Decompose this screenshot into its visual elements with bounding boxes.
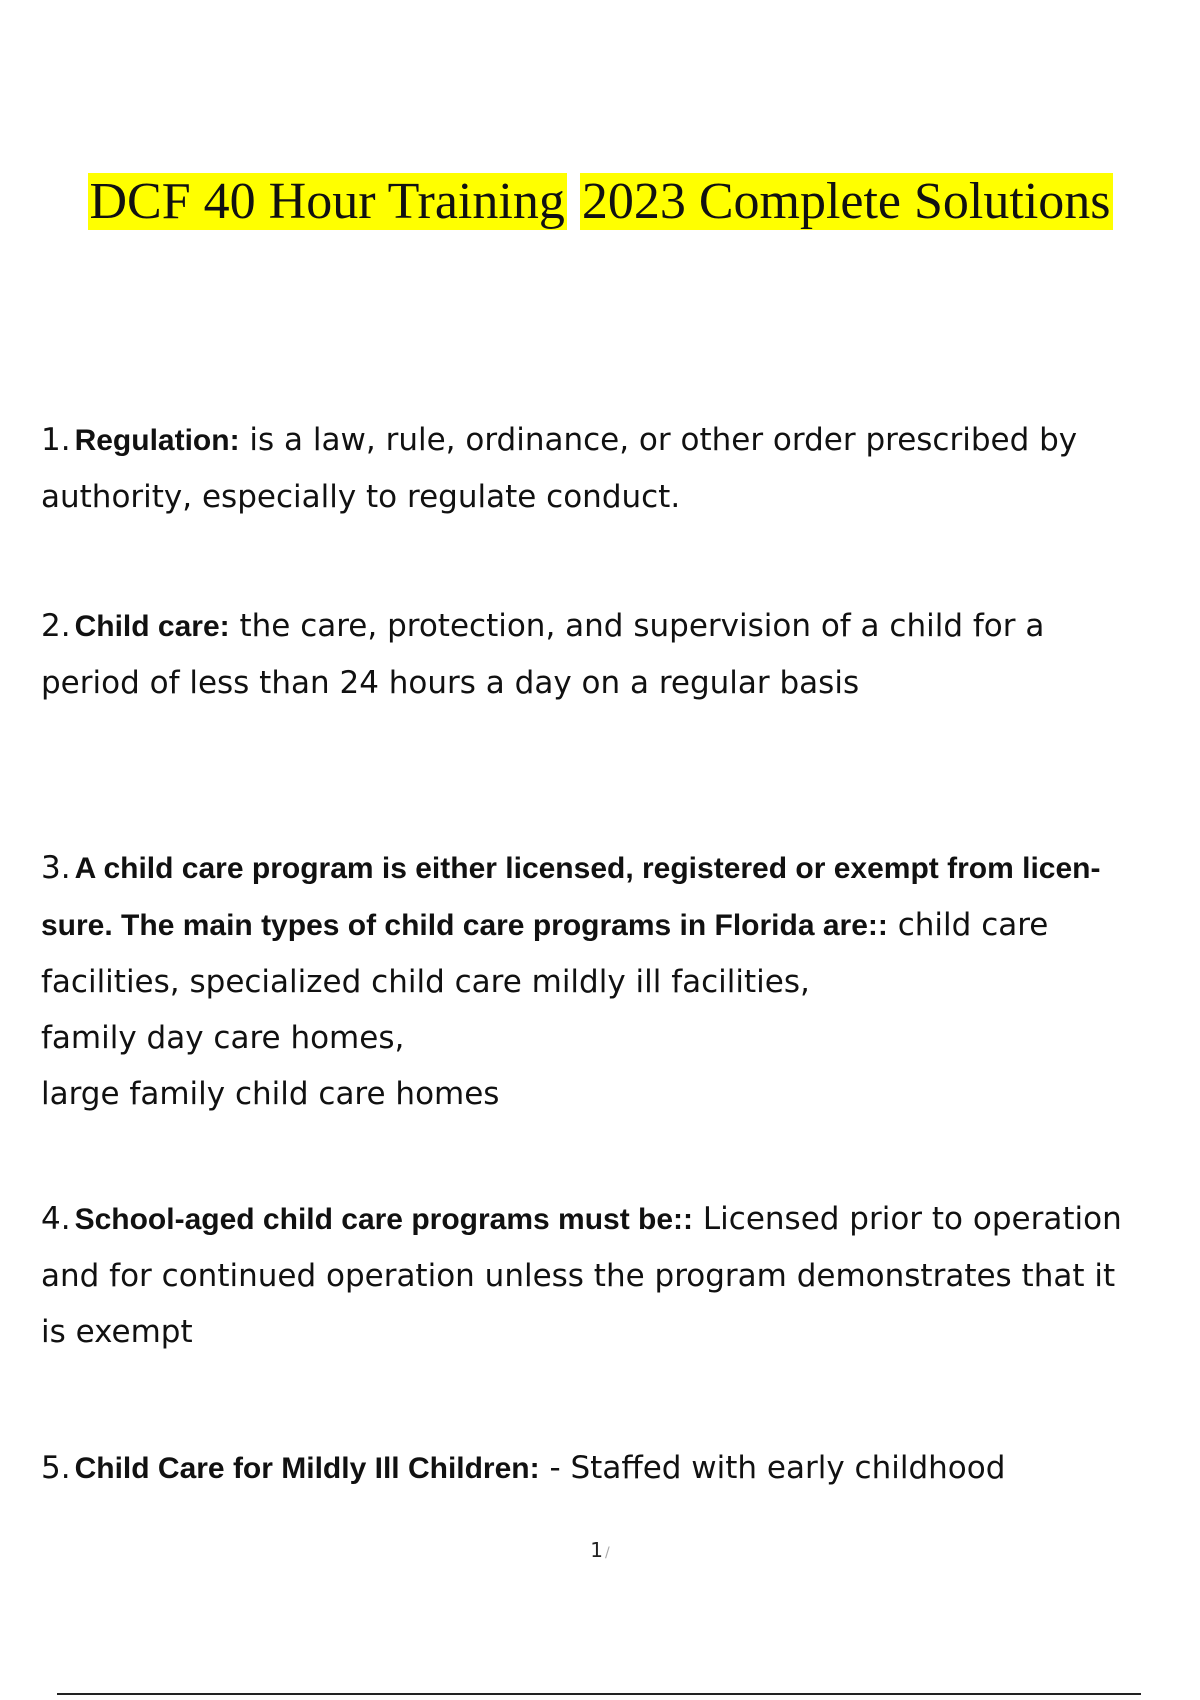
term: Child Care for Mildly Ill Children: <box>74 1452 540 1485</box>
qa-item-2-line-1 <box>41 598 1181 655</box>
definition: is exempt <box>41 1314 193 1350</box>
qa-item-3-line-2 <box>41 897 1181 954</box>
qa-item-2 <box>41 598 1181 711</box>
qa-item-3 <box>41 840 1181 1122</box>
footer-rule <box>57 1693 1141 1695</box>
qa-item-4 <box>41 1191 1181 1360</box>
definition: Licensed prior to operation <box>693 1201 1122 1237</box>
title-highlight-part2: 2023 Complete Solutions <box>581 173 1111 230</box>
title-highlight-part1: DCF 40 Hour Training <box>89 173 565 230</box>
page-number <box>0 1538 1200 1562</box>
definition: and for continued operation unless the program demonstrates that it <box>41 1258 1116 1294</box>
definition: the care, protection, and supervision of a child for a <box>229 608 1045 644</box>
item-number: 1. <box>41 422 71 458</box>
definition: family day care homes, <box>41 1020 405 1056</box>
item-number: 5. <box>41 1450 71 1486</box>
term: A child care program is either licensed, registered or exempt from licen- <box>74 852 1101 885</box>
page-number-value: 1 <box>590 1538 603 1562</box>
term: School-aged child care programs must be:: <box>74 1203 694 1236</box>
item-number: 4. <box>41 1201 71 1237</box>
item-number: 2. <box>41 608 71 644</box>
definition: large family child care homes <box>41 1076 500 1112</box>
definition: facilities, specialized child care mildly ill facilities, <box>41 964 810 1000</box>
definition: is a law, rule, ordinance, or other order prescribed by <box>239 422 1078 458</box>
qa-item-5-line-1 <box>41 1440 1181 1497</box>
item-number: 3. <box>41 850 71 886</box>
term: Child care: <box>74 610 230 643</box>
qa-item-1 <box>41 412 1181 525</box>
definition: period of less than 24 hours a day on a regular basis <box>41 665 860 701</box>
definition: child care <box>887 907 1049 943</box>
qa-item-3-line-1 <box>41 840 1181 897</box>
definition: authority, especially to regulate conduct. <box>41 479 681 515</box>
qa-item-1-line-1 <box>41 412 1181 469</box>
qa-item-5 <box>41 1440 1181 1497</box>
term: Regulation: <box>74 424 240 457</box>
definition: - Staffed with early childhood <box>539 1450 1006 1486</box>
page-title <box>0 172 1200 232</box>
qa-item-4-line-1 <box>41 1191 1181 1248</box>
term: sure. The main types of child care programs in Florida are:: <box>41 909 888 942</box>
page-number-separator: / <box>605 1545 610 1561</box>
